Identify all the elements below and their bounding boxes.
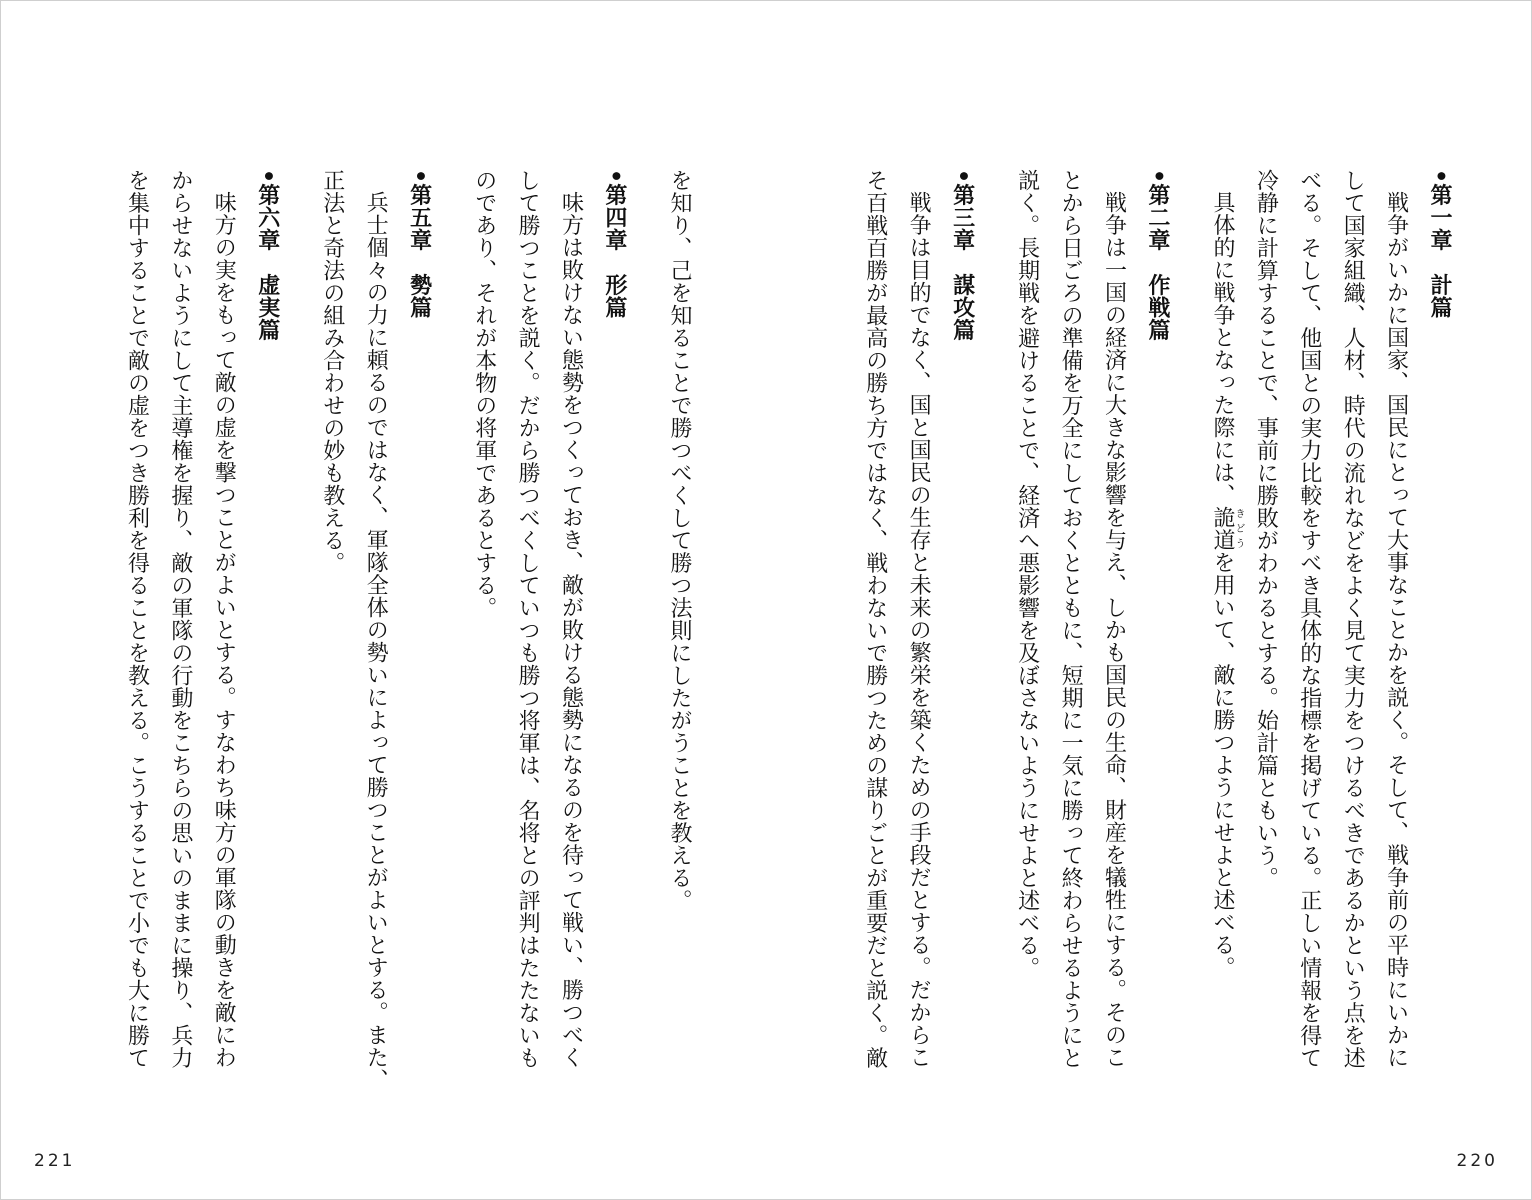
page-221-text bbox=[93, 169, 701, 1109]
chapter-3-continued bbox=[658, 169, 701, 1109]
text-line: 兵士個々の力に頼るのではなく、軍隊全体の勢いによって勝つことがよいとする。また、 bbox=[363, 191, 389, 1091]
text-line: を知り、己を知ることで勝つべくして勝つ法則にしたがうことを教える。 bbox=[667, 169, 692, 912]
bullet-icon: • bbox=[601, 169, 628, 184]
chapter-heading bbox=[1418, 169, 1461, 1109]
chapter-number: 第六章 bbox=[254, 183, 281, 252]
chapter-title: 計篇 bbox=[1427, 273, 1453, 319]
text-line: のであり、それが本物の将軍であるとする。 bbox=[471, 169, 497, 619]
chapter-6-section bbox=[115, 169, 289, 1109]
text-line: して国家組織、人材、時代の流れなどをよく見て実力をつけるべきであるかという点を述 bbox=[1340, 169, 1366, 1069]
bullet-icon: • bbox=[1144, 169, 1171, 184]
chapter-number: 第四章 bbox=[601, 183, 628, 252]
text-line: 戦争は一国の経済に大きな影響を与え、しかも国民の生命、財産を犠牲にする。そのこ bbox=[1101, 191, 1127, 1069]
text-line: 戦争がいかに国家、国民にとって大事なことかを説く。そして、戦争前の平時にいかに bbox=[1383, 191, 1409, 1069]
chapter-title: 作戦篇 bbox=[1144, 273, 1171, 342]
text-line: を集中することで敵の虚をつき勝利を得ることを教える。こうすることで小でも大に勝て bbox=[124, 169, 150, 1069]
chapter-title: 形篇 bbox=[601, 273, 628, 319]
text-line: 正法と奇法の組み合わせの妙も教える。 bbox=[319, 169, 345, 574]
bullet-icon: • bbox=[254, 169, 281, 184]
chapter-number: 第一章 bbox=[1427, 183, 1453, 252]
chapter-title: 虚実篇 bbox=[254, 273, 281, 342]
chapter-heading bbox=[1135, 169, 1178, 1109]
chapter-heading bbox=[940, 169, 983, 1109]
text-line: 冷静に計算することで、事前に勝敗がわかるとする。始計篇ともいう。 bbox=[1253, 169, 1279, 889]
text-line: 説く。長期戦を避けることで、経済へ悪影響を及ぼさないようにせよと述べる。 bbox=[1014, 169, 1040, 979]
text-line: 味方の実をもって敵の虚を撃つことがよいとする。すなわち味方の軍隊の動きを敵にわ bbox=[211, 191, 237, 1069]
text-line: べる。そして、他国との実力比較をすべき具体的な指標を掲げている。正しい情報を得て bbox=[1296, 169, 1322, 1069]
text-line: そ百戦百勝が最高の勝ち方ではなく、戦わないで勝つための謀りごとが重要だと説く。敵 bbox=[862, 169, 888, 1069]
chapter-number: 第三章 bbox=[949, 183, 976, 252]
chapter-number: 第五章 bbox=[406, 183, 433, 252]
page-number-left: 221 bbox=[34, 1151, 76, 1171]
bullet-icon: • bbox=[949, 169, 976, 184]
chapter-title: 勢篇 bbox=[406, 273, 433, 319]
chapter-number: 第二章 bbox=[1144, 183, 1171, 252]
chapter-heading bbox=[397, 169, 440, 1109]
text-line: 戦争は目的でなく、国と国民の生存と未来の繁栄を築くための手段だとする。だからこ bbox=[906, 191, 932, 1069]
text-line: とから日ごろの準備を万全にしておくとともに、短期に一気に勝って終わらせるようにと bbox=[1058, 169, 1084, 1069]
chapter-2-section bbox=[1005, 169, 1179, 1109]
chapter-1-section bbox=[1201, 169, 1461, 1109]
bullet-icon: • bbox=[1427, 169, 1453, 184]
text-line: 味方は敗けない態勢をつくっておき、敵が敗ける態勢になるのを待って戦い、勝つべく bbox=[558, 191, 584, 1069]
chapter-heading bbox=[593, 169, 636, 1109]
text-line-with-ruby: 具体的に戦争となった際には、詭道きどうを用いて、敵に勝つようにせよと述べる。 bbox=[1209, 191, 1244, 979]
chapter-heading bbox=[245, 169, 288, 1109]
bullet-icon: • bbox=[406, 169, 433, 184]
chapter-title: 謀攻篇 bbox=[949, 273, 976, 342]
chapter-3-section bbox=[853, 169, 983, 1109]
chapter-4-section bbox=[462, 169, 636, 1109]
page-220-text bbox=[832, 169, 1461, 1109]
text-line: して勝つことを説く。だから勝つべくしていつも勝つ将軍は、名将との評判はたたないも bbox=[515, 169, 541, 1069]
text-line: からせないようにして主導権を握り、敵の軍隊の行動をこちらの思いのままに操り、兵力 bbox=[167, 169, 193, 1069]
chapter-5-section bbox=[310, 169, 440, 1109]
page-number-right: 220 bbox=[1456, 1151, 1498, 1171]
ruby-word: 詭道きどう bbox=[1209, 506, 1244, 551]
